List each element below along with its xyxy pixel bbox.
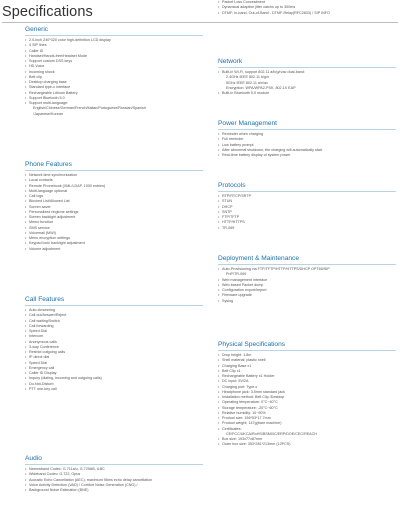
list-item: • Call forwarding	[25, 324, 203, 329]
list-item-continuation: Encryption: WPA/WPA2-PSK, 802.1X EAP	[226, 85, 296, 90]
list-item: • Box size: 193x77x87mm	[218, 437, 396, 442]
list-item: • Remote Phonebook (XML/LDAP, 1000 entries)	[25, 184, 203, 189]
list-item: • 4 SIP lines	[25, 43, 203, 48]
list-item: • Voicemail (MWI)	[25, 231, 203, 236]
list-item: • Belt Clip x1	[218, 369, 396, 374]
list-item: • Real-time battery display of system power	[218, 153, 396, 158]
list-item: • Screen saver	[25, 205, 203, 210]
section-title: Audio	[25, 455, 203, 465]
list-item: • Support Bluetooth 5.0	[25, 96, 203, 101]
list-item: • HTTP/HTTPS	[218, 220, 396, 225]
list-item: • Shell material: plastic shell	[218, 358, 396, 363]
list-item: • Storage temperature: -20°C~60°C	[218, 406, 396, 411]
list-item: • Syslog	[218, 299, 396, 304]
list-item: • Emergency call	[25, 366, 203, 371]
list-item: • After abnormal shutdown, the charging will automatically start	[218, 148, 396, 153]
list-item: • Voice Activity Detection (VAD) / Comfort Noise Generation (CNG) /	[25, 483, 203, 488]
list-item-continuation: /Japanese/Korean	[33, 111, 63, 116]
list-item: • Rechargeable Battery x1 Holder	[218, 374, 396, 379]
list-item: • Local contacts	[25, 178, 203, 183]
list-item: • Configuration export/import	[218, 288, 396, 293]
list-item: • Caller ID Display	[25, 371, 203, 376]
spec-list	[218, 267, 396, 304]
list-item: • PTT one-key call	[25, 387, 203, 392]
section-title: Network	[218, 58, 396, 68]
list-item: • SMS service	[25, 226, 203, 231]
list-item: • DC input: 5V/2A	[218, 379, 396, 384]
list-item: • Speed Dial	[25, 361, 203, 366]
list-item: • Narrowband Codec: G.711a/u, G.729AB, iLBC	[25, 467, 203, 472]
list-item: • Web-based Packet dump	[218, 283, 396, 288]
list-item: • DHCP	[218, 205, 396, 210]
list-item: • Reminder when charging	[218, 132, 396, 137]
list-item: • Low battery prompt	[218, 143, 396, 148]
list-item: • Rechargeable Lithium Battery	[25, 91, 203, 96]
list-item: • Built-in Bluetooth 5.0 module	[218, 91, 396, 96]
list-item: • SNTP	[218, 210, 396, 215]
spec-list	[25, 467, 203, 493]
list-item: • Memo function	[25, 220, 203, 225]
page-title: Specifications	[2, 4, 93, 20]
list-item: • Operating temperature: 0°C~40°C	[218, 400, 396, 405]
list-item: • Standard type-c interface	[25, 85, 203, 90]
list-item: • FTP/TFTP	[218, 215, 396, 220]
list-item: • DTMF: in-band, Out-of-Band - DTMF-Relay(RFC2833) / SIP INFO	[218, 11, 396, 16]
list-item: • TR-069	[218, 226, 396, 231]
list-item: • Call waiting/Switch	[25, 319, 203, 324]
list-item: • Multi-language optional	[25, 189, 203, 194]
generic-section	[25, 26, 203, 117]
list-item: • Charging port: Type-c	[218, 385, 396, 390]
section-title: Call Features	[25, 296, 203, 306]
list-item: • Installation method: Belt Clip /Desktop	[218, 395, 396, 400]
physical-specifications-section	[218, 341, 396, 448]
section-title: Phone Features	[25, 161, 203, 171]
list-item: • Drop height: 1.8m	[218, 353, 396, 358]
protocols-section	[218, 182, 396, 231]
list-item: • Charging Base x1	[218, 364, 396, 369]
list-item: • Personalized ringtone settings	[25, 210, 203, 215]
list-item: • IP direct dial	[25, 355, 203, 360]
list-item: • Screen backlight adjustment	[25, 215, 203, 220]
list-item: • Full reminder	[218, 137, 396, 142]
list-item: • Support multi-language:	[25, 101, 203, 106]
spec-list	[218, 132, 396, 158]
list-item: • 2.0-inch 240*320 color high-definition LCD display	[25, 38, 203, 43]
list-item-continuation: PnP/TR-069	[226, 272, 247, 277]
list-item: • Speed Dial	[25, 329, 203, 334]
section-title: Generic	[25, 26, 203, 36]
spec-list	[218, 194, 396, 231]
list-item: • Restrict outgoing calls	[25, 350, 203, 355]
list-item: • Acoustic Echo Cancellation (AEC), maximum 96ms echo delay cancellation	[25, 478, 203, 483]
list-item: • RTP/RTCP/SRTP	[218, 194, 396, 199]
spec-list	[218, 0, 396, 16]
list-item: • Wideband Codec: G.722, Opus	[25, 472, 203, 477]
list-item: • Relative humidity: 10~90%	[218, 411, 396, 416]
list-item: • Firmware upgrade	[218, 293, 396, 298]
section-title: Deployment & Maintenance	[218, 255, 396, 265]
list-item: • Desktop charging base	[25, 80, 203, 85]
spec-list	[25, 173, 203, 252]
list-item: • Belt clip	[25, 75, 203, 80]
list-item: • Inquiry (dialing, incoming and outgoing calls)	[25, 376, 203, 381]
list-item-continuation: 2.4GHz IEEE 802.11 b/g/n	[226, 75, 270, 80]
list-item: • Headphone jack: 3.5mm standard jack	[218, 390, 396, 395]
spec-list	[218, 70, 396, 96]
list-item: • Anonymous calls	[25, 340, 203, 345]
list-item: • STUN	[218, 199, 396, 204]
list-item: • Product weight: 147g(bare machine)	[218, 421, 396, 426]
audio-continued-section	[218, 0, 396, 16]
list-item: • Web management interface	[218, 278, 396, 283]
deployment-section	[218, 255, 396, 304]
title-divider	[2, 22, 398, 23]
list-item: • Support custom DSS keys	[25, 59, 203, 64]
list-item: • Call logs	[25, 194, 203, 199]
list-item: • Volume adjustment	[25, 247, 203, 252]
list-item: • 3-way Conference	[25, 345, 203, 350]
spec-list	[25, 38, 203, 117]
list-item: • Auto-Answering	[25, 308, 203, 313]
list-item: • Outer box size: 353*281*213mm (12PCS)	[218, 442, 396, 447]
list-item: • Keypad lock/ backlight adjustment	[25, 241, 203, 246]
list-item: • Certificates:	[218, 427, 396, 432]
spec-list	[25, 308, 203, 392]
list-item: • Product size: 156*53*17.7mm	[218, 416, 396, 421]
network-section	[218, 58, 396, 96]
list-item: • Handset/Hands-free/Headset Mode	[25, 54, 203, 59]
list-item: • Network time synchronization	[25, 173, 203, 178]
list-item: • Auto-Provisioning via FTP/TFTP/HTTP/HTTPS/DHCP OPT66/SIP	[218, 267, 396, 272]
phone-features-section	[25, 161, 203, 252]
list-item: • HD Voice	[25, 64, 203, 69]
list-item-continuation: English/Chinese/German/French/Italian/Portuguese/Russian/Spanish	[33, 106, 146, 111]
list-item: • Background Noise Estimation (BNE)	[25, 488, 203, 493]
audio-section	[25, 455, 203, 493]
power-management-section	[218, 120, 396, 158]
section-title: Physical Specifications	[218, 341, 396, 351]
list-item: • Packet Loss Concealment	[218, 0, 396, 5]
list-item: • Do-Not-Disturb	[25, 382, 203, 387]
list-item: • Menu encryption settings	[25, 236, 203, 241]
spec-list	[218, 353, 396, 448]
list-item: • Dynamical adaptive jitter catchs up to 300ms	[218, 5, 396, 10]
call-features-section	[25, 296, 203, 392]
section-title: Power Management	[218, 120, 396, 130]
list-item: • Intercom	[25, 334, 203, 339]
list-item: • Call out/Answer/Reject	[25, 313, 203, 318]
list-item: • Blocked List/Allowed List	[25, 199, 203, 204]
list-item-continuation: 5GHz IEEE 802.11 a/n/ac	[226, 80, 268, 85]
list-item: • Built-in Wi-Fi, support 802.11 a/b/g/n/ac dual-band:	[218, 70, 396, 75]
list-item-continuation: CE/FCC/UKCA/RoHS/BSMI/IC/ERP/DOE/CEC/REACH	[226, 431, 317, 436]
list-item: • Incoming shock	[25, 70, 203, 75]
list-item: • Caller ID	[25, 49, 203, 54]
section-title: Protocols	[218, 182, 396, 192]
